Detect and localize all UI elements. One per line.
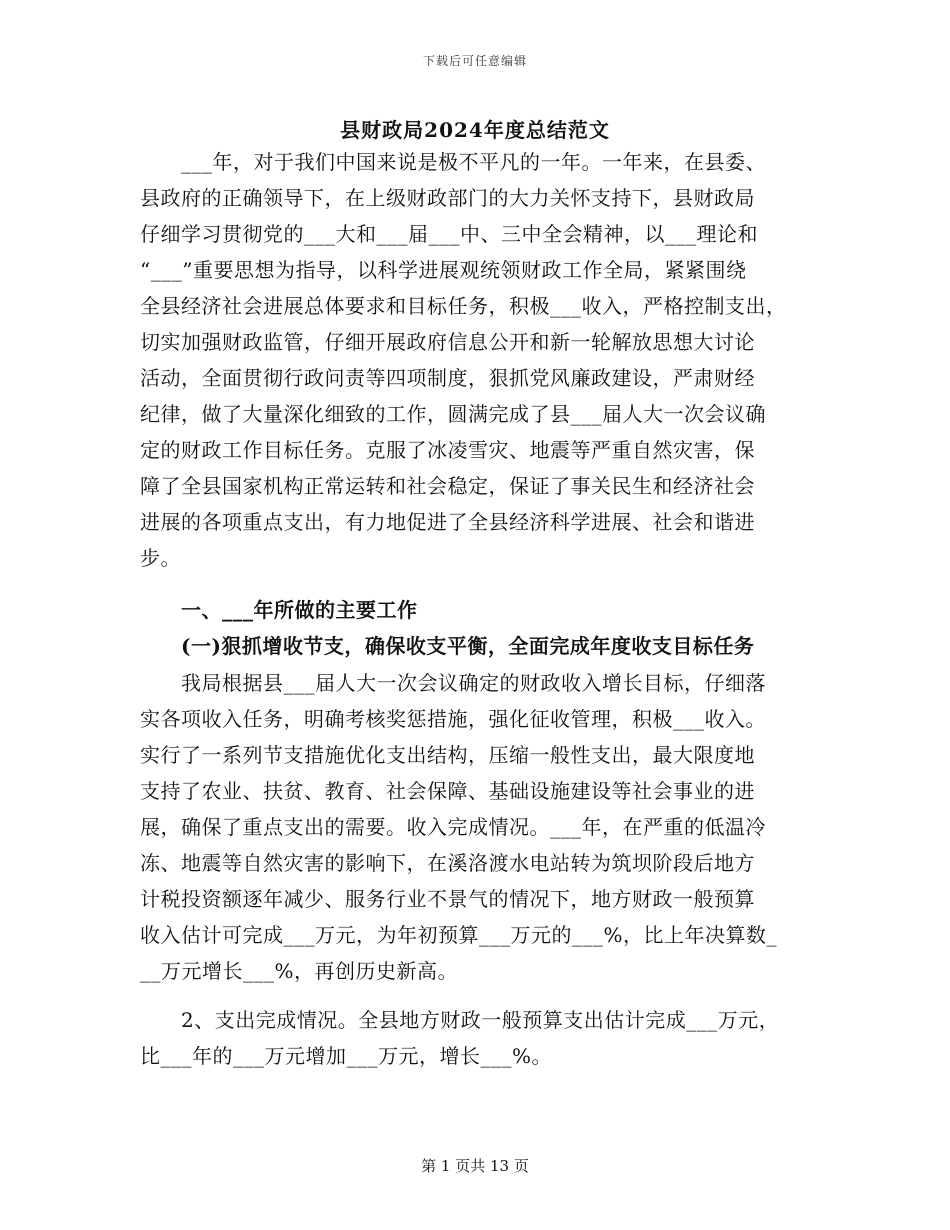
body-line: 计税投资额逐年减少、服务行业不景气的情况下，地方财政一般预算 [140, 887, 755, 911]
body-line: 冻、地震等自然灾害的影响下，在溪洛渡水电站转为筑坝阶段后地方 [140, 851, 755, 875]
header-note: 下载后可任意编辑 [422, 54, 527, 68]
body-line: 活动，全面贯彻行政问责等四项制度，狠抓党风廉政建设，严肃财经 [140, 366, 755, 390]
body-line: 实行了一系列节支措施优化支出结构，压缩一般性支出，最大限度地 [140, 743, 755, 767]
body-line: 步。 [140, 546, 181, 570]
body-line: 切实加强财政监管，仔细开展政府信息公开和新一轮解放思想大讨论 [140, 330, 755, 354]
body-line: ___年，对于我们中国来说是极不平凡的一年。一年来，在县委、 [140, 150, 766, 174]
body-line: 纪律，做了大量深化细致的工作，圆满完成了县___届人大一次会议确 [140, 402, 766, 426]
body-line: 仔细学习贯彻党的___大和___届___中、三中全会精神，以___理论和 [140, 222, 758, 246]
page-number-footer: 第 1 页共 13 页 [421, 1157, 529, 1175]
body-line: 实各项收入任务，明确考核奖惩措施，强化征收管理，积极___收入。 [140, 707, 766, 731]
body-line: 障了全县国家机构正常运转和社会稳定，保证了事关民生和经济社会 [140, 474, 755, 498]
body-line: 比___年的___万元增加___万元，增长___%。 [140, 1044, 553, 1068]
body-line: 定的财政工作目标任务。克服了冰凌雪灾、地震等严重自然灾害，保 [140, 438, 755, 462]
body-line: 县政府的正确领导下，在上级财政部门的大力关怀支持下，县财政局 [140, 186, 755, 210]
body-line: 支持了农业、扶贫、教育、社会保障、基础设施建设等社会事业的进 [140, 779, 755, 803]
body-line: 我局根据县___届人大一次会议确定的财政收入增长目标，仔细落 [140, 671, 766, 695]
body-line: 全县经济社会进展总体要求和目标任务，积极___收入，严格控制支出， [140, 294, 787, 318]
body-line: 展，确保了重点支出的需要。收入完成情况。___年，在严重的低温冷 [140, 815, 766, 839]
body-line: 2、支出完成情况。全县地方财政一般预算支出估计完成___万元， [140, 1008, 780, 1032]
subsection-heading: (一)狠抓增收节支，确保收支平衡，全面完成年度收支目标任务 [140, 634, 755, 658]
body-line: __万元增长___%，再创历史新高。 [140, 959, 459, 983]
body-line: 进展的各项重点支出，有力地促进了全县经济科学进展、社会和谐进 [140, 510, 755, 534]
body-line: 收入估计可完成___万元，为年初预算___万元的___%，比上年决算数_ [140, 923, 778, 947]
document-title: 县财政局2024年度总结范文 [340, 118, 610, 142]
body-line: “___”重要思想为指导，以科学进展观统领财政工作全局，紧紧围绕 [140, 258, 747, 282]
section-heading: 一、___年所做的主要工作 [140, 598, 418, 622]
